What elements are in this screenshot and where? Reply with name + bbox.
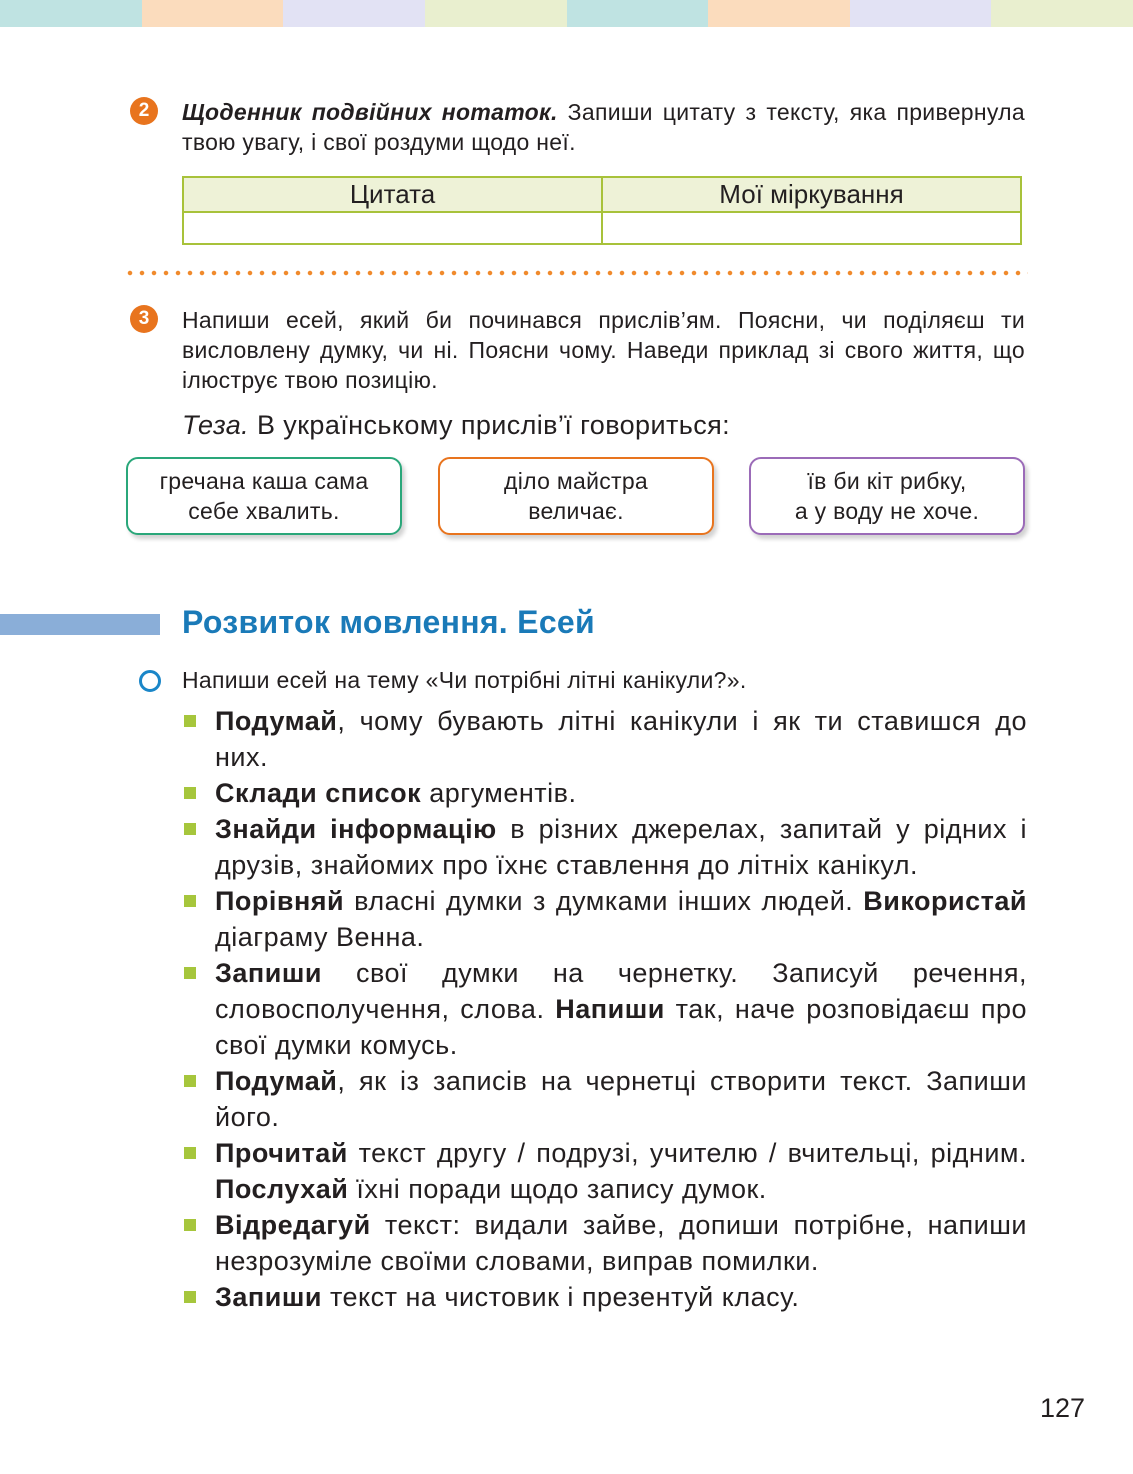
step-text: діаграму Венна.	[215, 922, 425, 952]
proverb-card-1[interactable]	[126, 457, 402, 535]
proverb-card-3[interactable]	[749, 457, 1025, 535]
color-header-strip	[0, 0, 1133, 27]
steps-list	[215, 703, 1027, 1315]
step-text: власні думки з думками інших людей.	[344, 886, 864, 916]
step-keyword: Використай	[863, 886, 1027, 916]
step-keyword: Подумай	[215, 706, 338, 736]
step-item	[215, 1207, 1027, 1279]
step-text: текст другу / подрузі, учителю / вчительці, рідним.	[347, 1138, 1027, 1168]
header-color-segment	[991, 0, 1133, 27]
step-text: аргументів.	[421, 778, 577, 808]
proverb-2-line-2: величає.	[528, 498, 624, 524]
step-item	[215, 955, 1027, 1063]
step-keyword: Запиши	[215, 958, 322, 988]
header-color-segment	[0, 0, 142, 27]
step-text: текст на чистовик і презентуй класу.	[321, 1282, 800, 1312]
task-2-body: Запиши цитату з тексту, яка привернула твою увагу, і свої роздуми щодо неї.	[182, 99, 1025, 155]
double-notes-table	[182, 176, 1022, 245]
quote-cell[interactable]	[183, 212, 602, 244]
step-text: так, наче розповідаєш про свої думки комусь.	[215, 994, 1027, 1060]
step-item	[215, 703, 1027, 775]
section-title: Розвиток мовлення. Есей	[182, 604, 595, 640]
task-2-text	[182, 97, 1025, 157]
task-3-text: Напиши есей, який би починався прислів’ям. Поясни, чи поділяєш ти висловлену думку, чи ні. Поясни чому. Наведи приклад зі свого життя, що ілюструє твою позицію.	[182, 307, 1025, 393]
header-color-segment	[425, 0, 567, 27]
step-keyword: Подумай	[215, 1066, 338, 1096]
step-text: в різних джерелах, запитай у рідних і друзів, знайомих про їхнє ставлення до літніх канікул.	[215, 814, 1028, 880]
essay-task: Напиши есей на тему «Чи потрібні літні канікули?».	[182, 667, 747, 693]
header-color-segment	[850, 0, 992, 27]
step-item	[215, 811, 1027, 883]
step-text: їхні поради щодо запису думок.	[348, 1174, 767, 1204]
thesis-line	[182, 408, 730, 442]
thesis-label: Теза.	[182, 410, 250, 440]
proverb-3-line-1: їв би кіт рибку,	[807, 468, 967, 494]
step-text: , як із записів на чернетці створити текст. Запиши його.	[215, 1066, 1027, 1132]
step-item	[215, 1279, 1027, 1315]
task-3-number: 3	[130, 305, 158, 333]
header-color-segment	[567, 0, 709, 27]
task-circle-icon	[139, 670, 161, 692]
step-keyword: Прочитай	[215, 1138, 348, 1168]
thesis-text: В українському прислів’ї говориться:	[249, 410, 731, 440]
step-item	[215, 1135, 1027, 1207]
page-number: 127	[1040, 1393, 1086, 1423]
task-2-number: 2	[130, 97, 158, 125]
proverb-card-2[interactable]	[438, 457, 714, 535]
proverb-1-line-1: гречана каша сама	[159, 468, 369, 494]
thoughts-cell[interactable]	[602, 212, 1021, 244]
step-keyword: Запиши	[215, 1282, 322, 1312]
table-header-thoughts: Мої міркування	[602, 177, 1021, 212]
step-keyword: Порівняй	[215, 886, 345, 916]
header-color-segment	[283, 0, 425, 27]
step-keyword: Послухай	[215, 1174, 349, 1204]
proverb-1-line-2: себе хвалить.	[188, 498, 340, 524]
header-color-segment	[708, 0, 850, 27]
proverb-2-line-1: діло майстра	[503, 468, 649, 494]
step-item	[215, 1063, 1027, 1135]
step-text: свої думки на чернетку. Записуй речення, словосполучення, слова.	[215, 958, 1027, 1024]
section-bar-decoration	[0, 614, 160, 635]
step-text: , чому бувають літні канікули і як ти ставишся до них.	[215, 706, 1027, 772]
dotted-divider	[124, 270, 1028, 276]
step-keyword: Відредагуй	[215, 1210, 371, 1240]
header-color-segment	[142, 0, 284, 27]
step-keyword: Склади список	[215, 778, 422, 808]
step-item	[215, 775, 1027, 811]
step-keyword: Напиши	[555, 994, 665, 1024]
task-2-title: Щоденник подвійних нотаток.	[182, 99, 558, 125]
step-text: текст: видали зайве, допиши потрібне, напиши незрозуміле своїми словами, виправ помилки.	[215, 1210, 1027, 1276]
table-header-quote: Цитата	[183, 177, 602, 212]
proverb-3-line-2: а у воду не хоче.	[794, 498, 980, 524]
step-keyword: Знайди інформацію	[215, 814, 497, 844]
step-item	[215, 883, 1027, 955]
